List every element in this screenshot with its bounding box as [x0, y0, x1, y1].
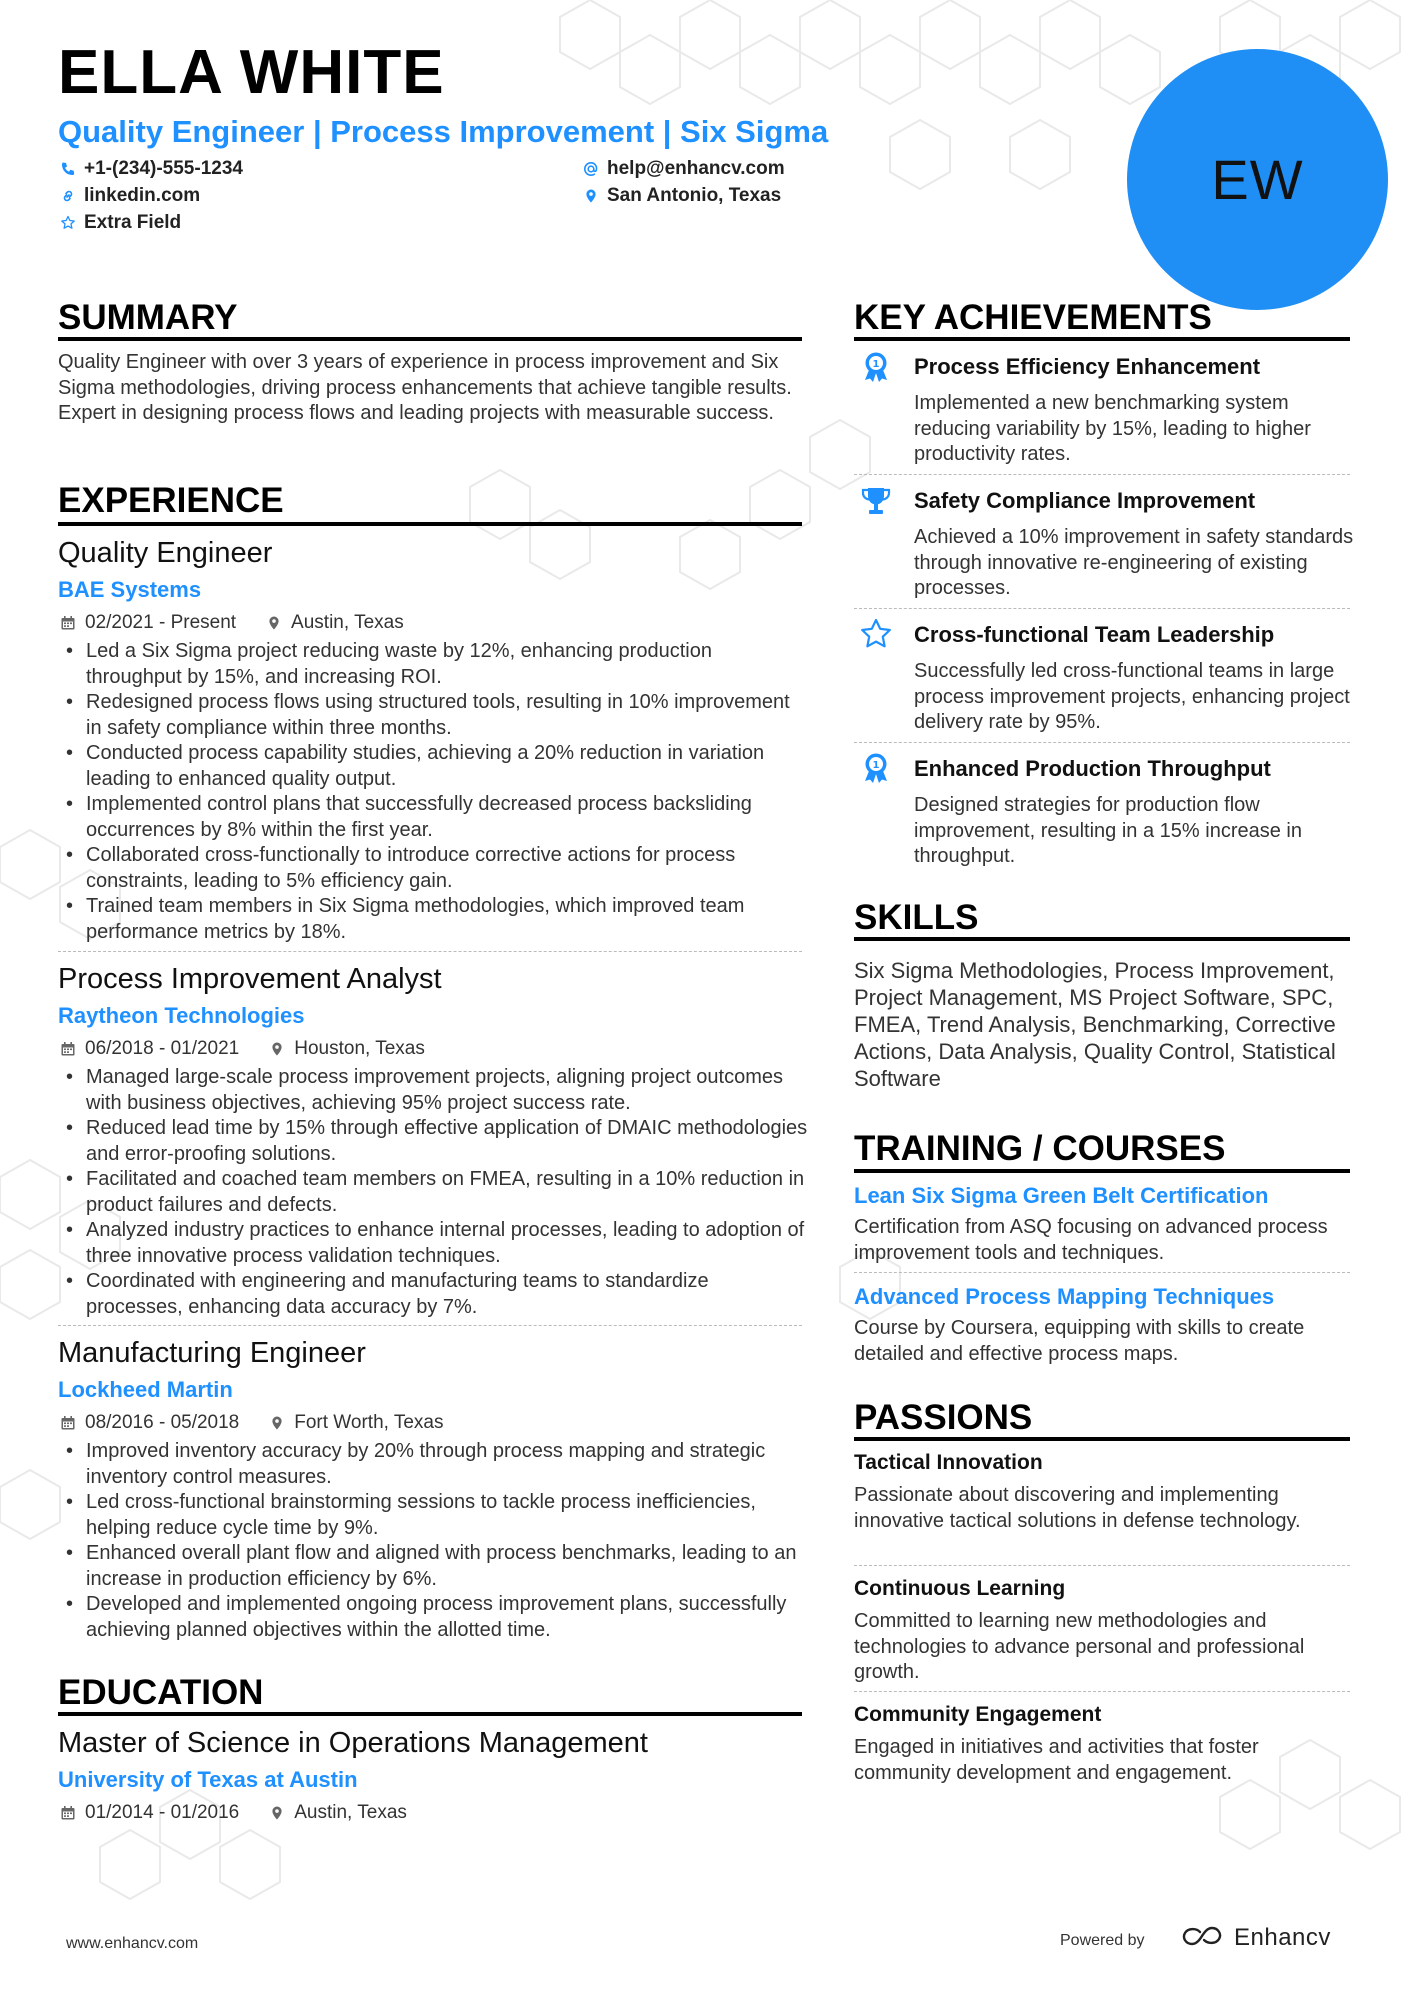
avatar — [1127, 49, 1388, 310]
bullet-item: • Led a Six Sigma project reducing waste by 12%, enhancing production throughput by 15%, and increasing ROI. — [58, 639, 802, 690]
education-meta — [60, 1803, 407, 1822]
summary-text: Quality Engineer with over 3 years of experience in process improvement and Six Sigma methodologies, driving process enhancements that achieve tangible results. Expert in designing process flows and leading projects with measurable success. — [58, 351, 792, 424]
passion-text: Passionate about discovering and implementing innovative tactical solutions in defense technology. — [854, 1484, 1301, 1532]
brand-name: Enhancv — [1234, 1924, 1331, 1951]
job-bullets — [58, 1065, 810, 1320]
contact-phone[interactable] — [60, 159, 243, 178]
bullet-item: • Trained team members in Six Sigma methodologies, which improved team performance metrics by 18%. — [58, 894, 802, 945]
trophy-icon — [859, 484, 893, 518]
bullet-item: • Enhanced overall plant flow and aligned with process benchmarks, leading to an increase in production efficiency by 6%. — [58, 1541, 802, 1592]
summary-rule — [58, 337, 802, 341]
candidate-name: ELLA WHITE — [58, 38, 445, 107]
at-sign-icon — [583, 161, 599, 177]
job-location: Houston, Texas — [294, 1038, 425, 1059]
location-pin-icon — [269, 1041, 285, 1057]
phone-text: +1-(234)-555-1234 — [84, 158, 243, 179]
divider — [58, 951, 802, 952]
job-bullets — [58, 639, 802, 945]
education-location: Austin, Texas — [294, 1802, 407, 1823]
footer-website[interactable]: www.enhancv.com — [66, 1935, 199, 1952]
achievement-title: Safety Compliance Improvement — [914, 488, 1256, 513]
bullet-item: • Coordinated with engineering and manufacturing teams to standardize processes, enhancing data accuracy by 7%. — [58, 1269, 810, 1320]
divider — [854, 608, 1350, 609]
course-title: Advanced Process Mapping Techniques — [854, 1284, 1275, 1309]
achievement-title: Enhanced Production Throughput — [914, 756, 1271, 781]
achievement-title: Process Efficiency Enhancement — [914, 354, 1261, 379]
divider — [854, 1565, 1350, 1566]
job-title: Manufacturing Engineer — [58, 1337, 366, 1369]
job-dates: 08/2016 - 05/2018 — [85, 1412, 240, 1433]
achievement-text: Achieved a 10% improvement in safety standards through innovative re-engineering of existing processes. — [914, 526, 1354, 599]
bullet-item: • Conducted process capability studies, achieving a 20% reduction in variation leading to enhanced quality output. — [58, 741, 802, 792]
location-pin-icon — [266, 615, 282, 631]
award-ribbon-icon — [859, 751, 893, 785]
calendar-icon — [60, 1805, 76, 1821]
bullet-item: • Reduced lead time by 15% through effective application of DMAIC methodologies and error-proofing solutions. — [58, 1116, 810, 1167]
course-title: Lean Six Sigma Green Belt Certification — [854, 1183, 1269, 1208]
candidate-title: Quality Engineer | Process Improvement | Six Sigma — [58, 114, 829, 149]
job-meta — [60, 613, 404, 632]
job-location: Fort Worth, Texas — [294, 1412, 444, 1433]
footer-powered-by: Powered by — [1060, 1932, 1145, 1949]
bullet-item: • Facilitated and coached team members on FMEA, resulting in a 10% reduction in product failures and defects. — [58, 1167, 810, 1218]
calendar-icon — [60, 1415, 76, 1431]
education-school: University of Texas at Austin — [58, 1767, 358, 1792]
contact-linkedin[interactable] — [60, 186, 200, 205]
passion-text: Engaged in initiatives and activities that foster community development and engagement. — [854, 1736, 1259, 1784]
job-company: BAE Systems — [58, 577, 202, 602]
enhancv-logo-icon — [1180, 1925, 1226, 1951]
education-rule — [58, 1712, 802, 1716]
job-bullets — [58, 1439, 802, 1643]
training-heading: TRAINING / COURSES — [854, 1129, 1226, 1168]
job-dates: 06/2018 - 01/2021 — [85, 1038, 240, 1059]
location-text: San Antonio, Texas — [607, 185, 782, 206]
course-text: Certification from ASQ focusing on advanced process improvement tools and techniques. — [854, 1216, 1328, 1264]
achievements-rule — [854, 337, 1350, 341]
education-degree: Master of Science in Operations Management — [58, 1727, 648, 1759]
achievement-text: Successfully led cross-functional teams in large process improvement projects, enhancing project delivery rate by 95%. — [914, 660, 1350, 733]
passions-rule — [854, 1437, 1350, 1441]
contact-extra-field — [60, 213, 181, 232]
passion-text: Committed to learning new methodologies and technologies to advance personal and professional growth. — [854, 1610, 1305, 1683]
contact-email[interactable] — [583, 159, 785, 178]
divider — [854, 1272, 1350, 1273]
divider — [854, 742, 1350, 743]
job-title: Process Improvement Analyst — [58, 963, 442, 995]
bullet-item: • Led cross-functional brainstorming sessions to tackle process inefficiencies, helping reduce cycle time by 9%. — [58, 1490, 802, 1541]
divider — [854, 474, 1350, 475]
summary-heading: SUMMARY — [58, 298, 238, 337]
calendar-icon — [60, 1041, 76, 1057]
contact-location — [583, 186, 781, 205]
job-meta — [60, 1039, 425, 1058]
award-ribbon-icon — [859, 350, 893, 384]
job-meta — [60, 1413, 444, 1432]
bullet-item: • Managed large-scale process improvement projects, aligning project outcomes with business objectives, achieving 95% project success rate. — [58, 1065, 810, 1116]
passion-title: Continuous Learning — [854, 1577, 1066, 1600]
linkedin-text: linkedin.com — [84, 185, 201, 206]
svg-text:1: 1 — [872, 760, 880, 771]
svg-text:1: 1 — [872, 359, 880, 370]
brand-logo[interactable] — [1180, 1924, 1331, 1952]
education-heading: EDUCATION — [58, 1673, 264, 1712]
skills-text: Six Sigma Methodologies, Process Improvement, Project Management, MS Project Software, SPC, FMEA, Trend Analysis, Benchmarking, Corrective Actions, Data Analysis, Quality Control, Statistical Software — [854, 958, 1336, 1091]
experience-heading: EXPERIENCE — [58, 481, 284, 520]
avatar-initials: EW — [1211, 148, 1304, 211]
star-outline-icon — [60, 215, 76, 231]
bullet-item: • Implemented control plans that successfully decreased process backsliding occurrences by 8% within the first year. — [58, 792, 802, 843]
location-pin-icon — [583, 188, 599, 204]
passion-title: Tactical Innovation — [854, 1451, 1043, 1474]
job-dates: 02/2021 - Present — [85, 612, 237, 633]
extra-field-text: Extra Field — [84, 212, 182, 233]
bullet-item: • Improved inventory accuracy by 20% through process mapping and strategic inventory control measures. — [58, 1439, 802, 1490]
link-icon — [60, 188, 76, 204]
skills-heading: SKILLS — [854, 898, 979, 937]
job-title: Quality Engineer — [58, 537, 273, 569]
course-text: Course by Coursera, equipping with skills to create detailed and effective process maps. — [854, 1317, 1305, 1365]
training-rule — [854, 1169, 1350, 1173]
achievement-text: Designed strategies for production flow improvement, resulting in a 15% increase in throughput. — [914, 794, 1302, 867]
divider — [58, 1325, 802, 1326]
job-location: Austin, Texas — [291, 612, 404, 633]
achievement-title: Cross-functional Team Leadership — [914, 622, 1275, 647]
passion-title: Community Engagement — [854, 1703, 1102, 1726]
job-company: Raytheon Technologies — [58, 1003, 305, 1028]
divider — [854, 1691, 1350, 1692]
calendar-icon — [60, 615, 76, 631]
bullet-item: • Collaborated cross-functionally to introduce corrective actions for process constraints, leading to 5% efficiency gain. — [58, 843, 802, 894]
job-company: Lockheed Martin — [58, 1377, 233, 1402]
education-dates: 01/2014 - 01/2016 — [85, 1802, 240, 1823]
skills-rule — [854, 937, 1350, 941]
location-pin-icon — [269, 1805, 285, 1821]
email-text: help@enhancv.com — [607, 158, 785, 179]
star-icon — [859, 617, 893, 651]
experience-rule — [58, 522, 802, 526]
achievements-heading: KEY ACHIEVEMENTS — [854, 298, 1212, 337]
location-pin-icon — [269, 1415, 285, 1431]
achievement-text: Implemented a new benchmarking system reducing variability by 15%, leading to higher productivity rates. — [914, 392, 1311, 465]
bullet-item: • Developed and implemented ongoing process improvement plans, successfully achieving planned objectives within the allotted time. — [58, 1592, 802, 1643]
passions-heading: PASSIONS — [854, 1398, 1033, 1437]
bullet-item: • Redesigned process flows using structured tools, resulting in 10% improvement in safety compliance within three months. — [58, 690, 802, 741]
phone-icon — [60, 161, 76, 177]
bullet-item: • Analyzed industry practices to enhance internal processes, leading to adoption of three innovative process validation techniques. — [58, 1218, 810, 1269]
